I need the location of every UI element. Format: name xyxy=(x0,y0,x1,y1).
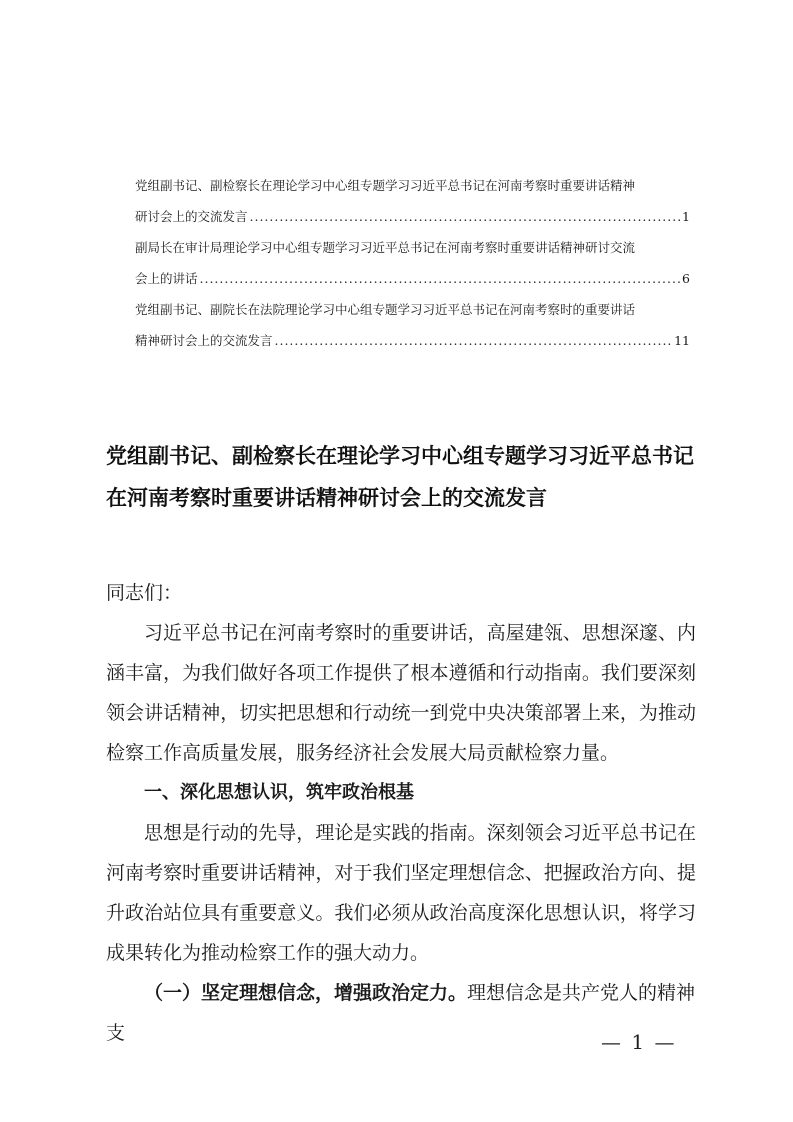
document-title xyxy=(106,435,696,519)
toc-leader-dots xyxy=(200,271,681,286)
toc-entry-title-line2: 会上的讲话 xyxy=(135,271,198,286)
toc-entry-title-line1: 党组副书记、副院长在法院理论学习中心组专题学习习近平总书记在河南考察时的重要讲话 xyxy=(135,302,636,317)
toc-entry[interactable] xyxy=(135,302,690,348)
page-number: — 1 — xyxy=(601,1030,677,1054)
toc-entry-title-line2: 精神研讨会上的交流发言 xyxy=(135,333,273,348)
toc-entry-title-line1: 党组副书记、副检察长在理论学习中心组专题学习习近平总书记在河南考察时重要讲话精神 xyxy=(135,178,636,193)
subsection-heading: （一）坚定理想信念，增强政治定力。 xyxy=(144,982,468,1004)
document-title-line1: 党组副书记、副检察长在理论学习中心组专题学习习近平总书记 xyxy=(106,444,694,468)
toc-entry[interactable] xyxy=(135,178,690,224)
toc-page-number: 11 xyxy=(674,333,690,348)
body-paragraph: 思想是行动的先导，理论是实践的指南。深刻领会习近平总书记在河南考察时重要讲话精神，对于我们坚定理想信念、把握政治方向、提升政治站位具有重要意义。我们必须从政治高度深化思想认识，将学习成果转化为推动检察工作的强大动力。 xyxy=(106,822,696,964)
toc-entry-title-line2: 研讨会上的交流发言 xyxy=(135,209,248,224)
salutation: 同志们： xyxy=(106,582,183,604)
subsection-text: 理想信念是共产党人的精神支 xyxy=(106,982,696,1044)
toc-page-number: 6 xyxy=(682,271,690,286)
toc-leader-dots xyxy=(250,209,681,224)
toc-entry-title-line1: 副局长在审计局理论学习中心组专题学习习近平总书记在河南考察时重要讲话精神研讨交流 xyxy=(135,240,636,255)
body-paragraph: 习近平总书记在河南考察时的重要讲话，高屋建瓴、思想深邃、内涵丰富，为我们做好各项工作提供了根本遵循和行动指南。我们要深刻领会讲话精神，切实把思想和行动统一到党中央决策部署上来，为推动检察工作高质量发展，服务经济社会发展大局贡献检察力量。 xyxy=(106,622,696,764)
section-heading: 一、深化思想认识，筑牢政治根基 xyxy=(144,782,414,803)
toc-leader-dots xyxy=(275,333,673,348)
toc-page-number: 1 xyxy=(682,209,690,224)
document-body xyxy=(106,573,696,1053)
toc-entry[interactable] xyxy=(135,240,690,286)
table-of-contents xyxy=(135,178,690,364)
document-title-line2: 在河南考察时重要讲话精神研讨会上的交流发言 xyxy=(106,486,547,510)
